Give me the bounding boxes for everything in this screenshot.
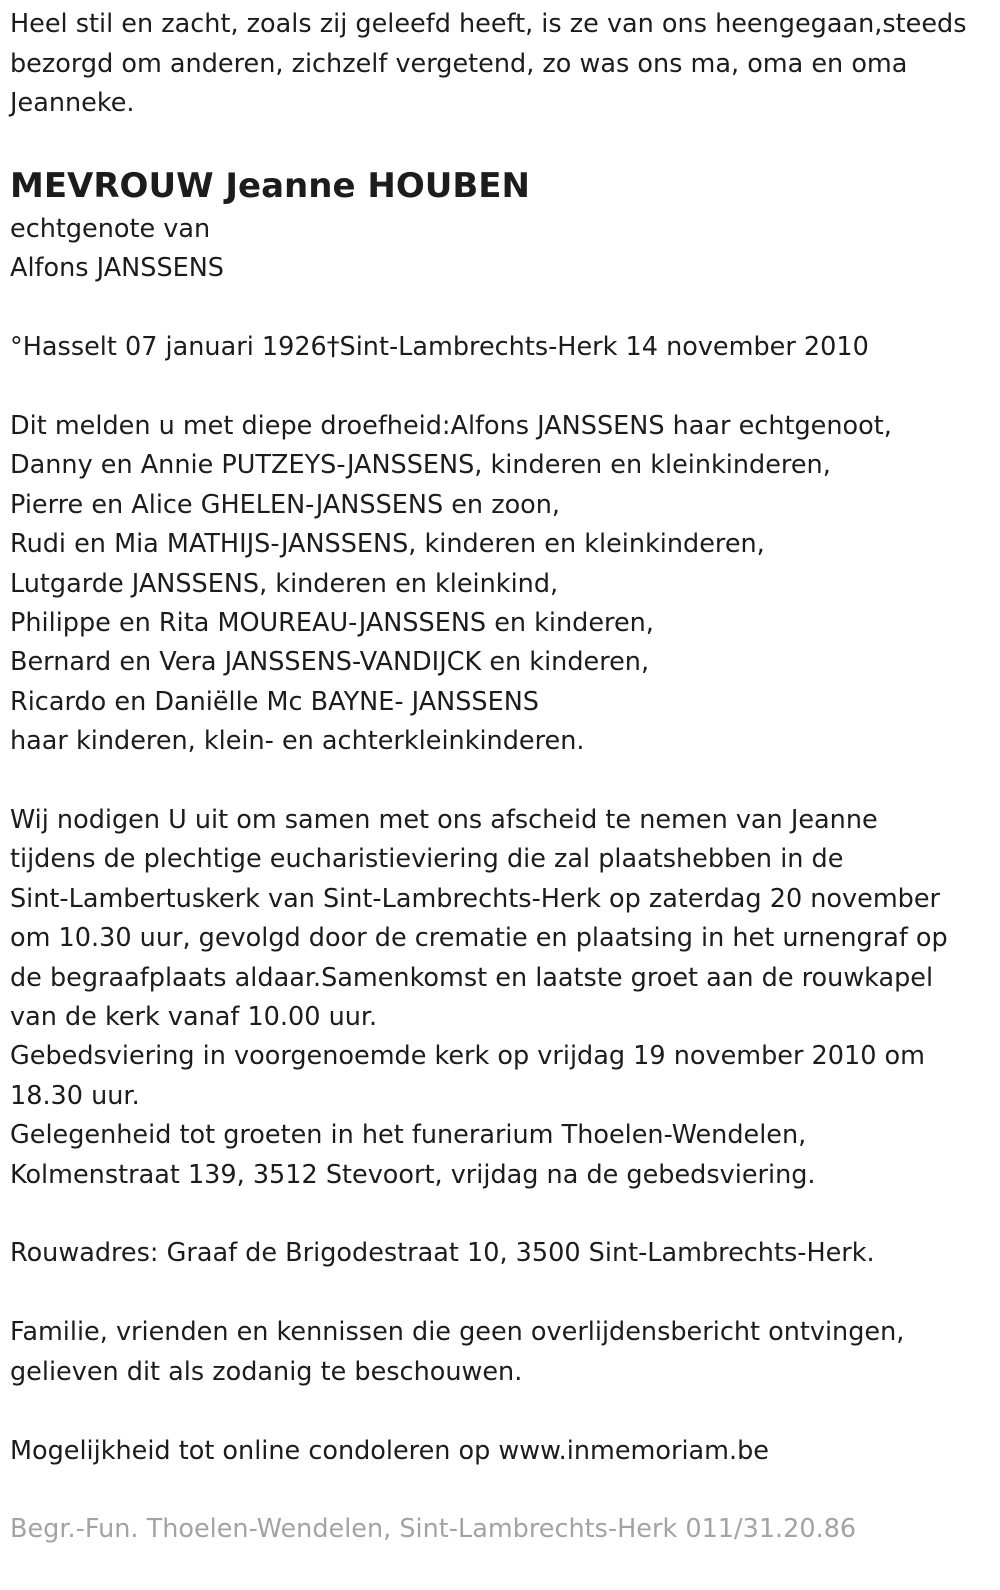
ceremony-line: 18.30 uur. xyxy=(10,1080,140,1111)
ceremony-line: Kolmenstraat 139, 3512 Stevoort, vrijdag na de gebedsviering. xyxy=(10,1159,816,1190)
deceased-block xyxy=(10,163,1000,289)
deceased-name: MEVROUW Jeanne HOUBEN xyxy=(10,165,530,206)
intro-line: bezorgd om anderen, zichzelf vergetend, zo was ons ma, oma en oma xyxy=(10,48,908,79)
spouse-relation-label: echtgenote van xyxy=(10,213,211,244)
spouse-name: Alfons JANSSENS xyxy=(10,253,224,284)
family-line: Philippe en Rita MOUREAU-JANSSENS en kinderen, xyxy=(10,607,654,638)
family-line: Bernard en Vera JANSSENS-VANDIJCK en kinderen, xyxy=(10,647,650,678)
mourning-address xyxy=(10,1234,1000,1273)
notice-text xyxy=(10,1313,1000,1392)
ceremony-details xyxy=(10,801,1000,1195)
life-dates-line: °Hasselt 07 januari 1926†Sint-Lambrechts-Herk 14 november 2010 xyxy=(10,332,869,363)
family-line: Rudi en Mia MATHIJS-JANSSENS, kinderen en kleinkinderen, xyxy=(10,529,765,560)
family-list xyxy=(10,407,1000,762)
life-dates xyxy=(10,328,1000,367)
notice-line: gelieven dit als zodanig te beschouwen. xyxy=(10,1356,523,1387)
funeral-home-footer-line: Begr.-Fun. Thoelen-Wendelen, Sint-Lambrechts-Herk 011/31.20.86 xyxy=(10,1514,857,1545)
ceremony-line: om 10.30 uur, gevolgd door de crematie en plaatsing in het urnengraf op xyxy=(10,923,948,954)
funeral-home-footer xyxy=(10,1510,1000,1549)
family-line: haar kinderen, klein- en achterkleinkinderen. xyxy=(10,726,585,757)
family-line: Danny en Annie PUTZEYS-JANSSENS, kinderen en kleinkinderen, xyxy=(10,450,831,481)
ceremony-line: Wij nodigen U uit om samen met ons afscheid te nemen van Jeanne xyxy=(10,805,878,836)
ceremony-line: Gelegenheid tot groeten in het funerarium Thoelen-Wendelen, xyxy=(10,1120,807,1151)
family-line: Dit melden u met diepe droefheid:Alfons JANSSENS haar echtgenoot, xyxy=(10,410,892,441)
mourning-address-line: Rouwadres: Graaf de Brigodestraat 10, 3500 Sint-Lambrechts-Herk. xyxy=(10,1238,875,1269)
intro-line: Jeanneke. xyxy=(10,88,135,119)
ceremony-line: Sint-Lambertuskerk van Sint-Lambrechts-Herk op zaterdag 20 november xyxy=(10,883,941,914)
ceremony-line: tijdens de plechtige eucharistieviering die zal plaatshebben in de xyxy=(10,844,844,875)
family-line: Ricardo en Daniëlle Mc BAYNE- JANSSENS xyxy=(10,686,539,717)
ceremony-line: de begraafplaats aldaar.Samenkomst en laatste groet aan de rouwkapel xyxy=(10,962,934,993)
notice-line: Familie, vrienden en kennissen die geen overlijdensbericht ontvingen, xyxy=(10,1317,905,1348)
family-line: Lutgarde JANSSENS, kinderen en kleinkind, xyxy=(10,568,559,599)
ceremony-line: Gebedsviering in voorgenoemde kerk op vrijdag 19 november 2010 om xyxy=(10,1041,925,1072)
intro-text xyxy=(10,5,1000,123)
intro-line: Heel stil en zacht, zoals zij geleefd heeft, is ze van ons heengegaan,steeds xyxy=(10,9,967,40)
family-line: Pierre en Alice GHELEN-JANSSENS en zoon, xyxy=(10,489,561,520)
ceremony-line: van de kerk vanaf 10.00 uur. xyxy=(10,1002,378,1033)
condolence-line: Mogelijkheid tot online condoleren op www.inmemoriam.be xyxy=(10,1435,769,1466)
condolence-text xyxy=(10,1432,1000,1471)
